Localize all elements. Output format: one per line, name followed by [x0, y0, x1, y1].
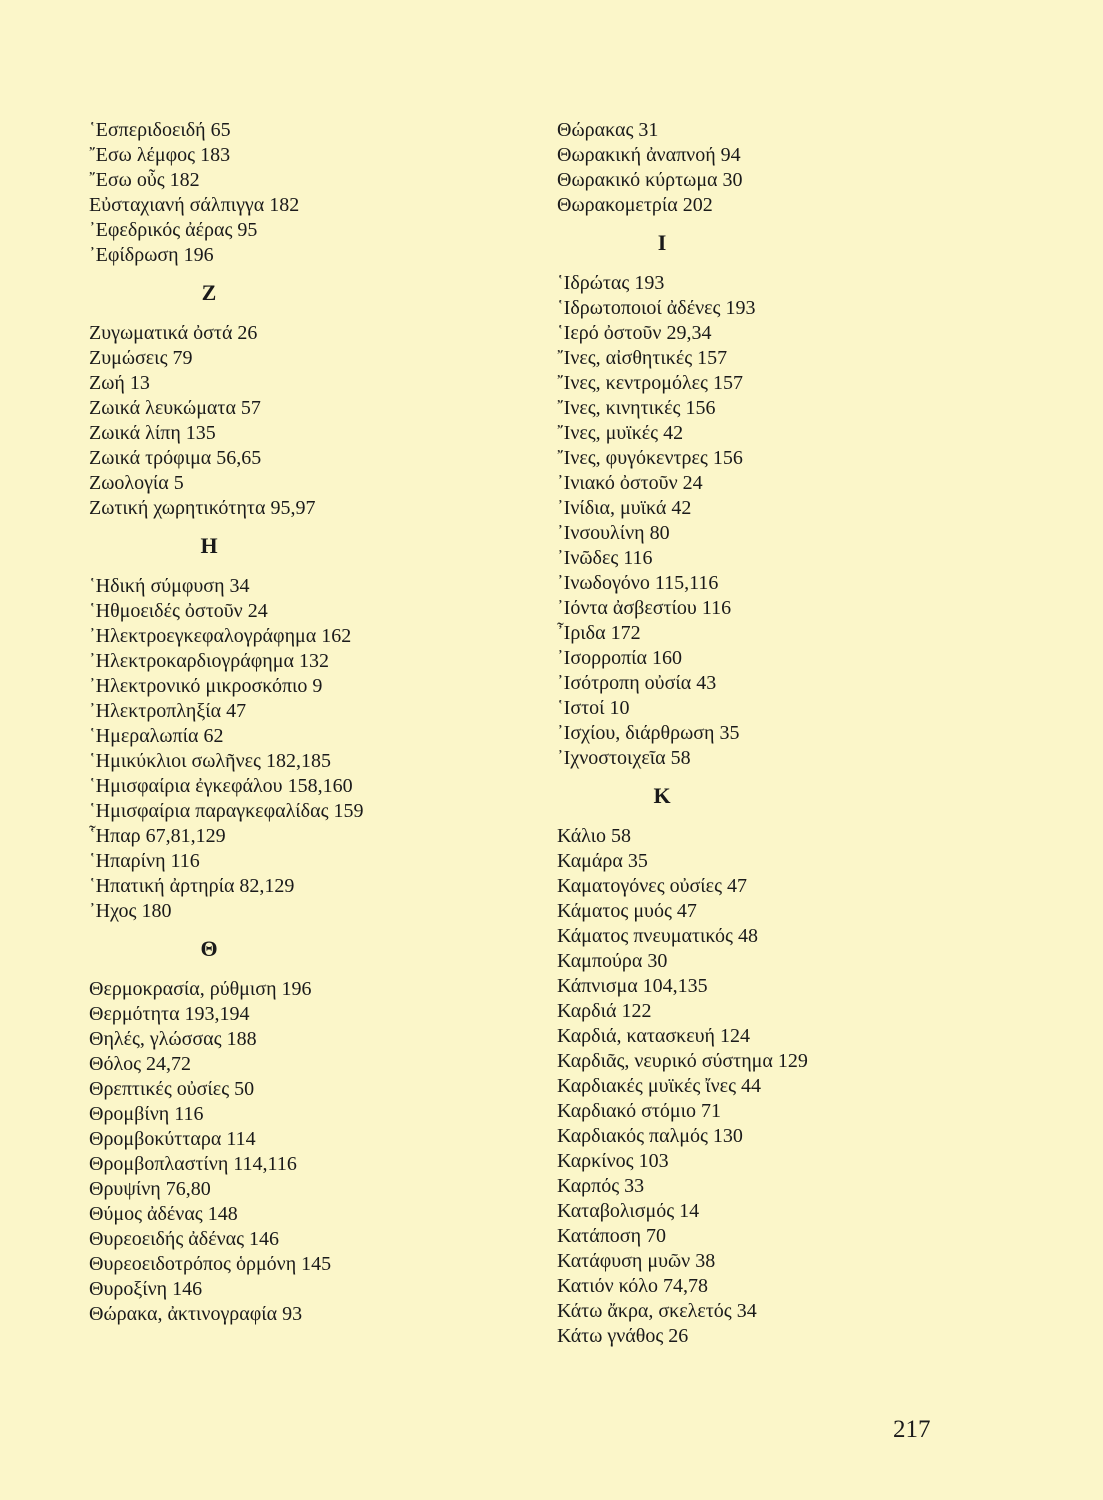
index-entry: Καρδιᾶς, νευρικό σύστημα 129: [557, 1050, 808, 1072]
index-entry: ᾽Ινωδογόνο 115,116: [557, 572, 719, 594]
index-entry: Θόλος 24,72: [89, 1053, 192, 1075]
index-entry: Καρπός 33: [557, 1175, 645, 1197]
index-entry: Κάτω γνάθος 26: [557, 1325, 689, 1347]
index-entry: ᾽Ηλεκτροκαρδιογράφημα 132: [89, 650, 329, 672]
index-entry: Καταβολισμός 14: [557, 1200, 700, 1222]
index-entry: Θυρεοειδής ἀδένας 146: [89, 1228, 280, 1250]
index-entry: ῾Ιδρώτας 193: [557, 272, 665, 294]
index-entry: ᾽Ηλεκτρονικό μικροσκόπιο 9: [89, 675, 323, 697]
index-entry: Κατιόν κόλο 74,78: [557, 1275, 708, 1297]
index-entry: ᾽Ισχίου, διάρθρωση 35: [557, 722, 740, 744]
index-column-left: [89, 118, 529, 1327]
index-entry: Θώρακα, ἀκτινογραφία 93: [89, 1303, 303, 1325]
index-entry: Θρεπτικές οὐσίες 50: [89, 1078, 255, 1100]
index-entry: ῾Ημισφαίρια παραγκεφαλίδας 159: [89, 800, 364, 822]
index-entry: Καματογόνες οὐσίες 47: [557, 875, 747, 897]
index-entry: ᾽Ηχος 180: [89, 900, 172, 922]
index-entry: Ζωτική χωρητικότητα 95,97: [89, 497, 316, 519]
index-entry: ᾽Ιχνοστοιχεῖα 58: [557, 747, 691, 769]
index-entry: ῾Ηπατική ἀρτηρία 82,129: [89, 875, 295, 897]
index-entry: Καρδιακό στόμιο 71: [557, 1100, 722, 1122]
index-entry: ῾Ηδική σύμφυση 34: [89, 575, 250, 597]
index-entry: ῏Ιριδα 172: [557, 622, 641, 644]
section-letter: H: [200, 533, 218, 558]
index-entry: ῾Ημικύκλιοι σωλῆνες 182,185: [89, 750, 331, 772]
index-entry: Καρκίνος 103: [557, 1150, 669, 1172]
index-entry: Ζωή 13: [89, 372, 150, 394]
index-entry: ᾽Εφίδρωση 196: [89, 244, 214, 266]
index-entry: Θωρακική ἀναπνοή 94: [557, 144, 741, 166]
index-entry: ῾Ιερό ὀστοῦν 29,34: [557, 322, 712, 344]
index-entry: Θερμοκρασία, ρύθμιση 196: [89, 978, 312, 1000]
index-entry: Θερμότητα 193,194: [89, 1003, 250, 1025]
index-entry: ᾽Ισότροπη οὐσία 43: [557, 672, 717, 694]
index-entry: ῾Ημεραλωπία 62: [89, 725, 224, 747]
index-entry: Κατάποση 70: [557, 1225, 667, 1247]
index-entry: ᾽Ισορροπία 160: [557, 647, 683, 669]
index-entry: Θύμος ἀδένας 148: [89, 1203, 238, 1225]
index-entry: ῾Ιδρωτοποιοί ἀδένες 193: [557, 297, 756, 319]
index-entry: Θυρεοειδοτρόπος ὁρμόνη 145: [89, 1253, 332, 1275]
index-entry: Καμάρα 35: [557, 850, 648, 872]
index-entry: Καμπούρα 30: [557, 950, 668, 972]
index-entry: Θρομβοκύτταρα 114: [89, 1128, 256, 1150]
index-entry: Θυροξίνη 146: [89, 1278, 203, 1300]
index-entry: Θρυψίνη 76,80: [89, 1178, 211, 1200]
index-entry: ῎Ινες, κινητικές 156: [557, 397, 716, 419]
index-entry: Ζυγωματικά ὀστά 26: [89, 322, 258, 344]
index-entry: Κάπνισμα 104,135: [557, 975, 708, 997]
index-entry: Ζωολογία 5: [89, 472, 184, 494]
index-entry: Κάλιο 58: [557, 825, 632, 847]
index-entry: ῎Εσω οὖς 182: [89, 169, 200, 191]
index-entry: Κατάφυση μυῶν 38: [557, 1250, 716, 1272]
index-entry: ᾽Ιόντα ἀσβεστίου 116: [557, 597, 732, 619]
index-entry: ῎Εσω λέμφος 183: [89, 144, 231, 166]
index-entry: ῾Ιστοί 10: [557, 697, 630, 719]
index-entry: ῾Ηθμοειδές ὀστοῦν 24: [89, 600, 268, 622]
index-entry: ῎Ινες, κεντρομόλες 157: [557, 372, 743, 394]
page-number: 217: [893, 1416, 931, 1443]
index-entry: Κάματος μυός 47: [557, 900, 697, 922]
index-entry: ᾽Εφεδρικός ἀέρας 95: [89, 219, 258, 241]
index-column-right: [557, 118, 997, 1349]
index-entry: Θώρακας 31: [557, 119, 659, 141]
index-entry: ῾Ηπαρίνη 116: [89, 850, 200, 872]
index-entry: Κάματος πνευματικός 48: [557, 925, 758, 947]
index-entry: Ζωικά λίπη 135: [89, 422, 216, 444]
index-entry: Θωρακομετρία 202: [557, 194, 713, 216]
index-entry: Ζυμώσεις 79: [89, 347, 193, 369]
index-entry: ᾽Ινιακό ὀστοῦν 24: [557, 472, 703, 494]
index-entry: Κάτω ἄκρα, σκελετός 34: [557, 1300, 757, 1322]
index-entry: Θρομβοπλαστίνη 114,116: [89, 1153, 297, 1175]
index-entry: Καρδιακός παλμός 130: [557, 1125, 743, 1147]
index-entry: ᾽Ηλεκτροεγκεφαλογράφημα 162: [89, 625, 352, 647]
index-entry: Ζωικά λευκώματα 57: [89, 397, 261, 419]
index-entry: Καρδιά 122: [557, 1000, 652, 1022]
index-entry: ῎Ινες, αἰσθητικές 157: [557, 347, 728, 369]
index-entry: ῾Εσπεριδοειδή 65: [89, 119, 231, 141]
index-entry: ᾽Ινῶδες 116: [557, 547, 653, 569]
index-entry: ῟Ηπαρ 67,81,129: [89, 825, 226, 847]
section-letter: Θ: [200, 936, 218, 961]
section-letter: K: [653, 783, 671, 808]
index-entry: ῎Ινες, μυϊκές 42: [557, 422, 684, 444]
index-entry: Καρδιά, κατασκευή 124: [557, 1025, 750, 1047]
index-entry: ῎Ινες, φυγόκεντρες 156: [557, 447, 743, 469]
index-entry: ᾽Ηλεκτροπληξία 47: [89, 700, 247, 722]
index-entry: Εὐσταχιανή σάλπιγγα 182: [89, 194, 300, 216]
section-letter: Z: [201, 280, 217, 305]
index-entry: Θωρακικό κύρτωμα 30: [557, 169, 743, 191]
index-entry: Ζωικά τρόφιμα 56,65: [89, 447, 262, 469]
index-entry: ᾽Ινίδια, μυϊκά 42: [557, 497, 692, 519]
index-entry: Θρομβίνη 116: [89, 1103, 204, 1125]
section-letter: I: [657, 230, 667, 255]
index-entry: ῾Ημισφαίρια ἐγκεφάλου 158,160: [89, 775, 353, 797]
index-entry: Θηλές, γλώσσας 188: [89, 1028, 257, 1050]
index-entry: Καρδιακές μυϊκές ἴνες 44: [557, 1075, 761, 1097]
index-entry: ᾽Ινσουλίνη 80: [557, 522, 670, 544]
